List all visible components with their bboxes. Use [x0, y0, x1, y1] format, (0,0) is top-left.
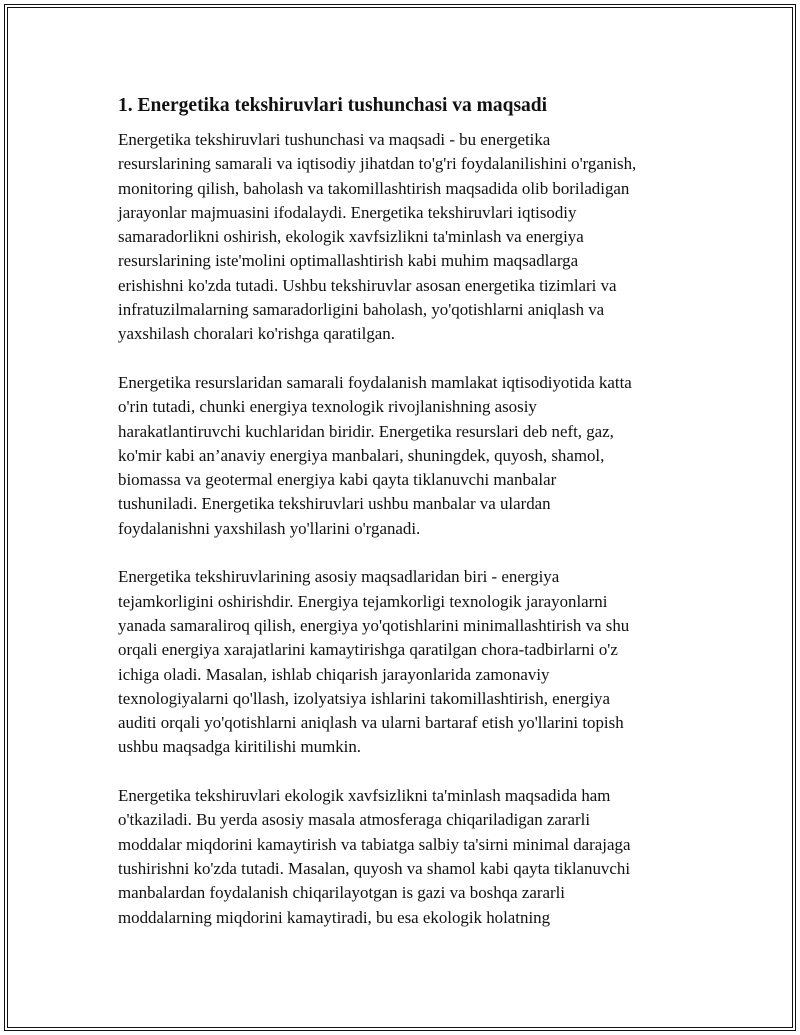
- paragraph-line: o'rin tutadi, chunki energiya texnologik rivojlanishning asosiy: [118, 397, 537, 417]
- paragraph-line: biomassa va geotermal energiya kabi qayta tiklanuvchi manbalar: [118, 470, 557, 490]
- paragraph-3: [118, 565, 698, 759]
- paragraph-line: jarayonlar majmuasini ifodalaydi. Energetika tekshiruvlari iqtisodiy: [118, 202, 577, 222]
- paragraph-line: ushbu maqsadga kiritilishi mumkin.: [118, 737, 362, 757]
- paragraph-line: foydalanishni yaxshilash yo'llarini o'rganadi.: [118, 518, 421, 538]
- paragraph-line: resurslarining iste'molini optimallashtirish kabi muhim maqsadlarga: [118, 251, 579, 271]
- paragraph-line: orqali energiya xarajatlarini kamaytirishga qaratilgan chora-tadbirlarni o'z: [118, 640, 618, 660]
- paragraph-line: texnologiyalarni qo'llash, izolyatsiya ishlarini takomillashtirish, energiya: [118, 688, 610, 708]
- paragraph-line: tushuniladi. Energetika tekshiruvlari ushbu manbalar va ulardan: [118, 494, 551, 514]
- paragraph-line: ko'mir kabi an’anaviy energiya manbalari, shuningdek, quyosh, shamol,: [118, 445, 605, 465]
- paragraph-line: samaradorlikni oshirish, ekologik xavfsizlikni ta'minlash va energiya: [118, 227, 584, 247]
- paragraph-line: yanada samaraliroq qilish, energiya yo'qotishlarini minimallashtirish va shu: [118, 615, 630, 635]
- paragraph-2: [118, 371, 698, 541]
- paragraph-line: moddalar miqdorini kamaytirish va tabiatga salbiy ta'sirni minimal darajaga: [118, 834, 631, 854]
- paragraph-line: o'tkaziladi. Bu yerda asosiy masala atmosferaga chiqariladigan zararli: [118, 810, 591, 830]
- paragraph-line: auditi orqali yo'qotishlarni aniqlash va ularni bartaraf etish yo'llarini topish: [118, 713, 624, 733]
- document-body: [118, 92, 698, 954]
- paragraph-line: harakatlantiruvchi kuchlaridan biridir. Energetika resurslari deb neft, gaz,: [118, 421, 614, 441]
- paragraph-line: moddalarning miqdorini kamaytiradi, bu esa ekologik holatning: [118, 907, 551, 927]
- paragraph-line: Energetika tekshiruvlari tushunchasi va maqsadi - bu energetika: [118, 130, 551, 149]
- paragraph-line: erishishni ko'zda tutadi. Ushbu tekshiruvlar asosan energetika tizimlari va: [118, 275, 617, 295]
- section-heading: 1. Energetika tekshiruvlari tushunchasi va maqsadi: [118, 95, 548, 116]
- paragraph-4: [118, 784, 698, 930]
- paragraph-1: [118, 128, 698, 347]
- paragraph-line: Energetika tekshiruvlarining asosiy maqsadlaridan biri - energiya: [118, 567, 560, 587]
- paragraph-line: yaxshilash choralari ko'rishga qaratilgan.: [118, 324, 395, 344]
- paragraph-line: ichiga oladi. Masalan, ishlab chiqarish jarayonlarida zamonaviy: [118, 664, 550, 684]
- paragraph-line: resurslarining samarali va iqtisodiy jihatdan to'g'ri foydalanilishini o'rganish,: [118, 154, 637, 174]
- paragraph-line: Energetika tekshiruvlari ekologik xavfsizlikni ta'minlash maqsadida ham: [118, 786, 611, 806]
- paragraph-line: monitoring qilish, baholash va takomillashtirish maqsadida olib boriladigan: [118, 178, 630, 198]
- paragraph-line: tejamkorligini oshirishdir. Energiya tejamkorligi texnologik jarayonlarni: [118, 591, 608, 611]
- paragraph-line: Energetika resurslaridan samarali foydalanish mamlakat iqtisodiyotida katta: [118, 372, 632, 392]
- paragraph-line: tushirishni ko'zda tutadi. Masalan, quyosh va shamol kabi qayta tiklanuvchi: [118, 858, 631, 878]
- paragraph-line: manbalardan foydalanish chiqarilayotgan is gazi va boshqa zararli: [118, 883, 565, 903]
- paragraph-line: infratuzilmalarning samaradorligini baholash, yo'qotishlarni aniqlash va: [118, 300, 605, 320]
